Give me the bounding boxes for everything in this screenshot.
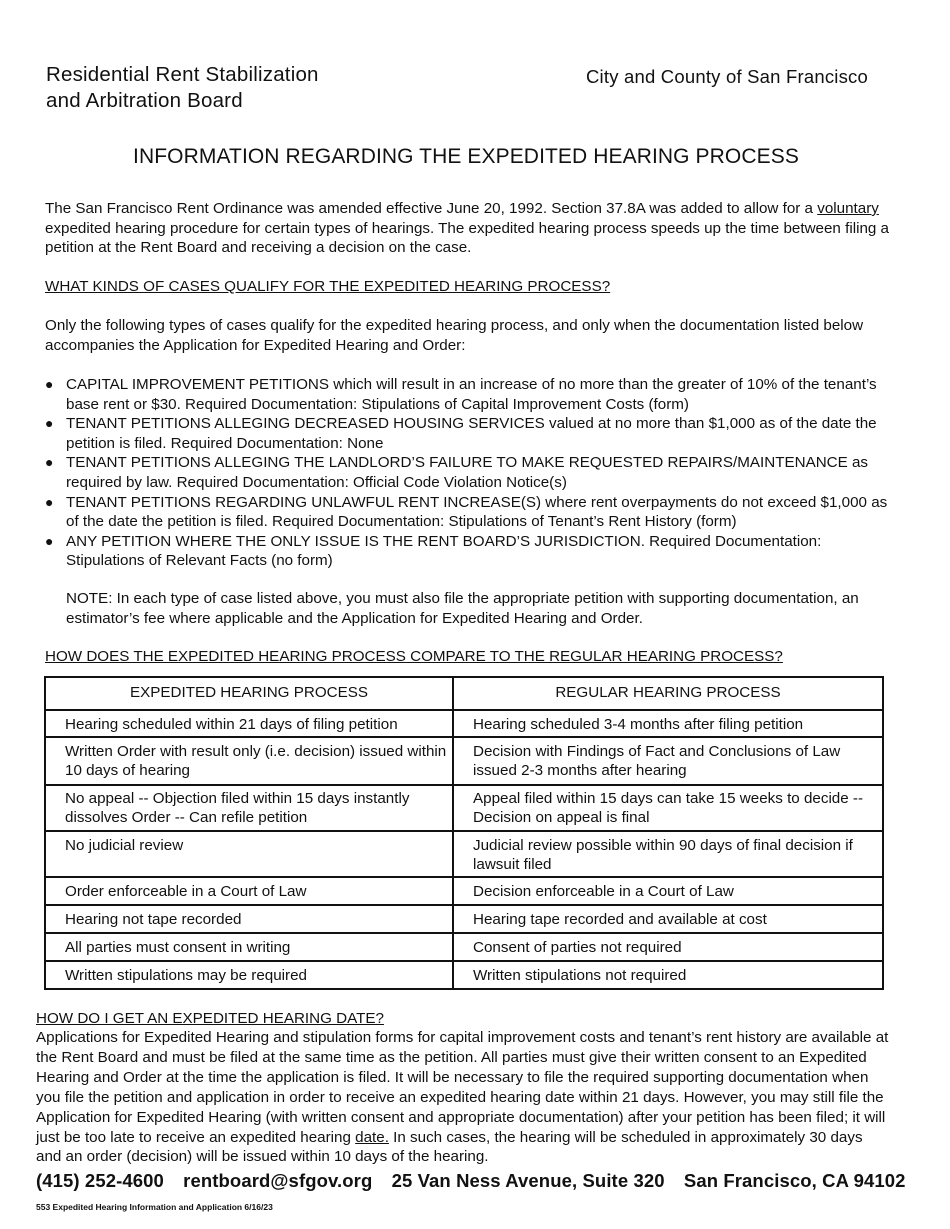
regular-cell: Hearing scheduled 3-4 months after filing petition — [453, 710, 883, 737]
agency-name — [46, 62, 319, 114]
section-qualify-heading: WHAT KINDS OF CASES QUALIFY FOR THE EXPEDITED HEARING PROCESS? — [45, 278, 611, 295]
contact-footer — [36, 1170, 920, 1192]
column-header-expedited: EXPEDITED HEARING PROCESS — [45, 677, 453, 710]
agency-name-line1: Residential Rent Stabilization — [46, 63, 319, 86]
table-row — [45, 905, 883, 933]
intro-voluntary-word: voluntary — [817, 200, 879, 217]
table-row — [45, 961, 883, 989]
regular-cell: Hearing tape recorded and available at cost — [453, 905, 883, 933]
table-row — [45, 737, 883, 785]
bullet-icon: ● — [45, 532, 54, 549]
regular-cell: Judicial review possible within 90 days of final decision if lawsuit filed — [453, 831, 883, 877]
section-qualify-lead: Only the following types of cases qualify for the expedited hearing process, and only when the documentation listed below accompanies the Application for Expedited Hearing and Order: — [45, 317, 864, 354]
table-header-row — [45, 677, 883, 710]
expedited-cell: All parties must consent in writing — [45, 933, 453, 961]
expedited-cell: Hearing scheduled within 21 days of filing petition — [45, 710, 453, 737]
qualifying-case-list — [45, 375, 895, 571]
table-row — [45, 933, 883, 961]
page-title: INFORMATION REGARDING THE EXPEDITED HEARING PROCESS — [133, 145, 799, 168]
bullet-icon: ● — [45, 454, 54, 471]
table-row — [45, 785, 883, 831]
expedited-cell: Written Order with result only (i.e. decision) issued within 10 days of hearing — [45, 737, 453, 785]
regular-cell: Decision enforceable in a Court of Law — [453, 877, 883, 905]
bullet-icon: ● — [45, 376, 54, 392]
city-state-zip: San Francisco, CA 94102 — [683, 1170, 906, 1191]
date-word: date. — [355, 1128, 389, 1146]
table-row — [45, 710, 883, 737]
agency-name-line2: and Arbitration Board — [46, 89, 243, 112]
city-name: City and County of San Francisco — [586, 66, 868, 87]
expedited-cell: Hearing not tape recorded — [45, 905, 453, 933]
regular-cell: Written stipulations not required — [453, 961, 883, 989]
form-number: 553 Expedited Hearing Information and Application 6/16/23 — [36, 1202, 273, 1212]
regular-cell: Appeal filed within 15 days can take 15 weeks to decide -- Decision on appeal is final — [453, 785, 883, 831]
section-date-body: Applications for Expedited Hearing and stipulation forms for capital improvement costs and tenant’s rent history are available at the Rent Board and must be filed at the same time as the petition. All parties must give their written consent to an Expedited Hearing and Order at the time the application is filed. It will be necessary to file the required supporting documentation when you file the petition and application in order to receive an expedited hearing date within 21 days. However, you may still file the Application for Expedited Hearing (with written consent and appropriate documentation) after your petition has been filed; it will just be too late to receive an expedited hearing date. In such cases, the hearing will be scheduled in approximately 30 days and an order (decision) will be issued within 10 days of the hearing. — [36, 1029, 889, 1166]
bullet-icon: ● — [45, 415, 54, 432]
expedited-cell: No appeal -- Objection filed within 15 days instantly dissolves Order -- Can refile petition — [45, 785, 453, 831]
table-row — [45, 831, 883, 877]
expedited-cell: Order enforceable in a Court of Law — [45, 877, 453, 905]
email-address: rentboard@sfgov.org — [183, 1170, 373, 1191]
note-paragraph: NOTE: In each type of case listed above, you must also file the appropriate petition with supporting documentation, an estimator’s fee where applicable and the Application for Expedited Hearing and Order. — [66, 590, 859, 627]
list-item: ● CAPITAL IMPROVEMENT PETITIONS which will result in an increase of no more than the greater of 10% of the tenant’s base rent or $30. Required Documentation: Stipulations of Capital Improvement Costs (form) — [45, 376, 877, 413]
bullet-icon: ● — [45, 493, 54, 510]
regular-cell: Decision with Findings of Fact and Conclusions of Law issued 2-3 months after hearing — [453, 737, 883, 785]
list-item: ● ANY PETITION WHERE THE ONLY ISSUE IS THE RENT BOARD’S JURISDICTION. Required Documentation: Stipulations of Relevant Facts (no form) — [45, 532, 822, 570]
section-compare-heading: HOW DOES THE EXPEDITED HEARING PROCESS COMPARE TO THE REGULAR HEARING PROCESS? — [45, 648, 783, 665]
phone-number: (415) 252-4600 — [36, 1170, 164, 1191]
expedited-cell: No judicial review — [45, 831, 453, 877]
list-item: ● TENANT PETITIONS ALLEGING DECREASED HOUSING SERVICES valued at no more than $1,000 as of the date the petition is filed. Required Documentation: None — [45, 415, 877, 452]
section-date-heading: HOW DO I GET AN EXPEDITED HEARING DATE? — [36, 1010, 384, 1027]
column-header-regular: REGULAR HEARING PROCESS — [453, 677, 883, 710]
comparison-table — [44, 676, 884, 990]
intro-paragraph — [45, 199, 895, 258]
table-row — [45, 877, 883, 905]
street-address: 25 Van Ness Avenue, Suite 320 — [391, 1170, 665, 1191]
regular-cell: Consent of parties not required — [453, 933, 883, 961]
list-item: ● TENANT PETITIONS REGARDING UNLAWFUL RENT INCREASE(S) where rent overpayments do not exceed $1,000 as of the date the petition is filed. Required Documentation: Stipulations of Tenant’s Rent History (form) — [45, 493, 888, 531]
intro-text-before: The San Francisco Rent Ordinance was amended effective June 20, 1992. Section 37.8A was added to allow for a — [45, 200, 818, 217]
intro-text-after: expedited hearing procedure for certain types of hearings. The expedited hearing process speeds up the time between filing a petition at the Rent Board and receiving a decision on the case. — [45, 219, 890, 257]
list-item: ● TENANT PETITIONS ALLEGING THE LANDLORD’S FAILURE TO MAKE REQUESTED REPAIRS/MAINTENANCE as required by law. Required Documentation: Official Code Violation Notice(s) — [45, 454, 869, 491]
expedited-cell: Written stipulations may be required — [45, 961, 453, 989]
